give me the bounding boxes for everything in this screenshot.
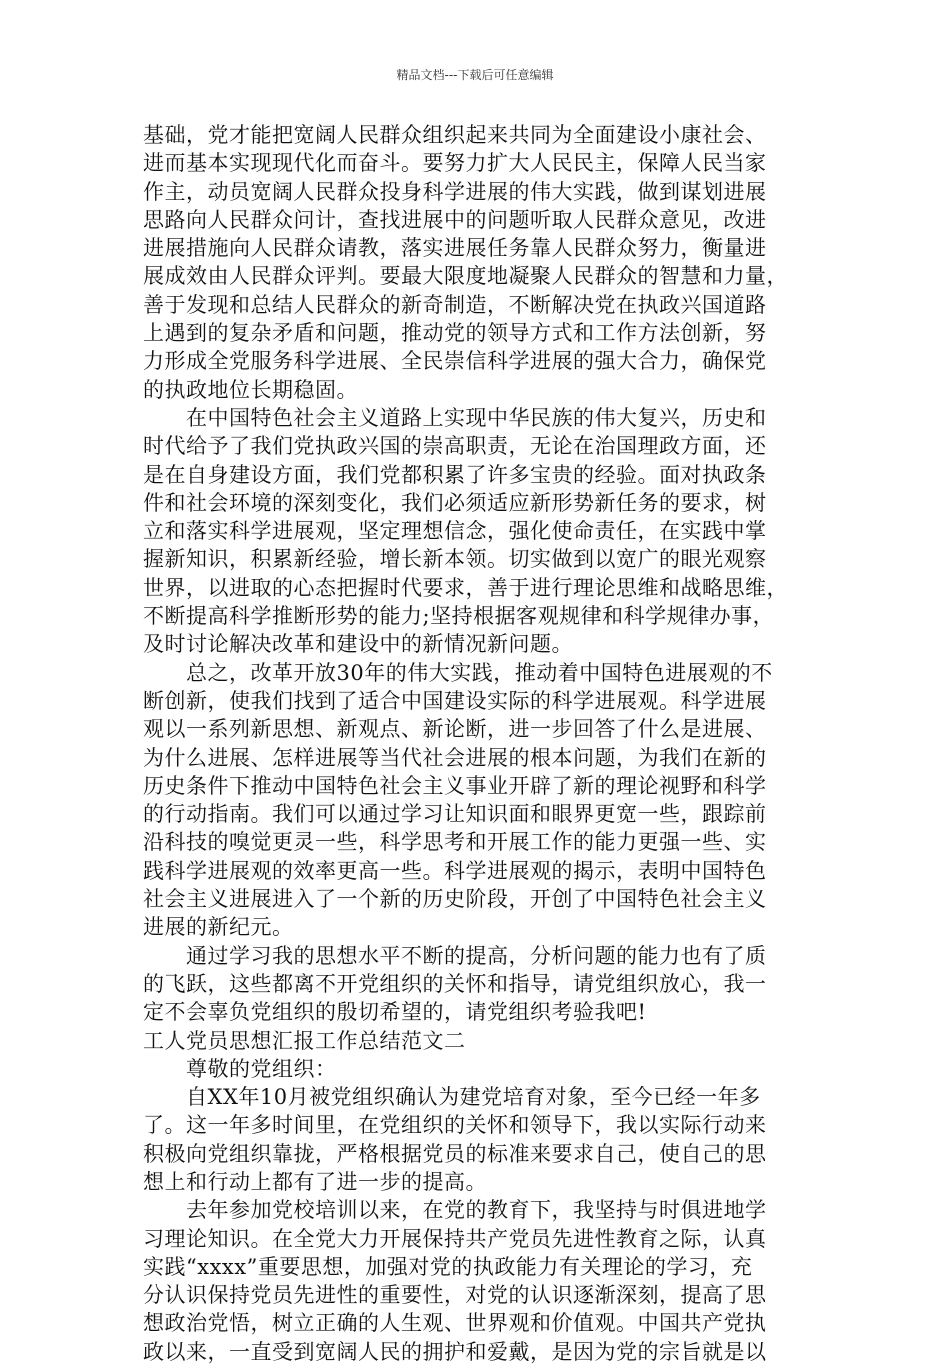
text-line: 社会主义进展进入了一个新的历史阶段，开创了中国特色社会主义 [143,887,767,912]
text-line: 基础，党才能把宽阔人民群众组织起来共同为全面建设小康社会、 [143,123,767,147]
text-line: 想政治党悟，树立正确的人生观、世界观和价值观。中国共产党执 [143,1311,767,1336]
text-line: 定不会辜负党组织的殷切希望的，请党组织考验我吧! [143,1000,647,1025]
text-line: 想上和行动上都有了进一步的提高。 [143,1169,487,1194]
paragraph-start-line: 去年参加党校培训以来，在党的教育下，我坚持与时俱进地学 [186,1198,767,1223]
text-line: 的飞跃，这些都离不开党组织的关怀和指导，请党组织放心，我一 [143,971,767,996]
text-line: 践科学进展观的效率更高一些。科学进展观的揭示，表明中国特色 [143,858,767,883]
text-line: 观以一系列新思想、新观点、新论断，进一步回答了什么是进展、 [143,717,767,742]
text-line: 了。这一年多时间里，在党组织的关怀和领导下，我以实际行动来 [143,1113,767,1138]
paragraph-start-line: 在中国特色社会主义道路上实现中华民族的伟大复兴，历史和 [186,405,767,430]
text-line: 世界，以进取的心态把握时代要求，善于进行理论思维和战略思维， [143,575,788,600]
text-line: 习理论知识。在全党大力开展保持共产党员先进性教育之际，认真 [143,1226,767,1251]
paragraph-start-line: 总之，改革开放30年的伟大实践，推动着中国特色进展观的不 [186,660,773,685]
text-line: 的执政地位长期稳固。 [143,377,358,402]
salutation-line: 尊敬的党组织： [186,1056,337,1081]
text-line: 时代给予了我们党执政兴国的崇高职责，无论在治国理政方面，还 [143,434,767,459]
text-line: 力形成全党服务科学进展、全民崇信科学进展的强大合力，确保党 [143,349,767,374]
text-line: 进而基本实现现代化而奋斗。要努力扩大人民民主，保障人民当家 [143,151,767,176]
text-line: 及时讨论解决改革和建设中的新情况新问题。 [143,632,573,657]
text-line: 善于发现和总结人民群众的新奇制造，不断解决党在执政兴国道路 [143,292,767,317]
paragraph-start-line: 通过学习我的思想水平不断的提高，分析问题的能力也有了质 [186,943,767,968]
text-line: 积极向党组织靠拢，严格根据党员的标准来要求自己，使自己的思 [143,1141,767,1166]
text-line: 进展的新纪元。 [143,915,294,940]
text-line: 分认识保持党员先进性的重要性，对党的认识逐渐深刻，提高了思 [143,1283,767,1308]
document-body [143,121,823,1366]
paragraph-start-line: 自XX年10月被党组织确认为建党培育对象，至今已经一年多 [186,1085,761,1110]
text-line: 立和落实科学进展观，坚定理想信念，强化使命责任，在实践中掌 [143,519,767,544]
text-line: 政以来，一直受到宽阔人民的拥护和爱戴，是因为党的宗旨就是以 [143,1339,767,1364]
text-line: 展成效由人民群众评判。要最大限度地凝聚人民群众的智慧和力量， [143,264,788,289]
text-line: 历史条件下推动中国特色社会主义事业开辟了新的理论视野和科学 [143,773,767,798]
section-heading: 工人党员思想汇报工作总结范文二 [143,1028,466,1053]
text-line: 作主，动员宽阔人民群众投身科学进展的伟大实践，做到谋划进展 [143,179,767,204]
text-line: 为什么进展、怎样进展等当代社会进展的根本问题，为我们在新的 [143,745,767,770]
text-line: 是在自身建设方面，我们党都积累了许多宝贵的经验。面对执政条 [143,462,767,487]
text-line: 握新知识，积累新经验，增长新本领。切实做到以宽广的眼光观察 [143,547,767,572]
text-line: 件和社会环境的深刻变化，我们必须适应新形势新任务的要求，树 [143,490,767,515]
text-line: 上遇到的复杂矛盾和问题，推动党的领导方式和工作方法创新，努 [143,321,767,346]
page-header: 精品文档---下载后可任意编辑 [396,68,554,82]
text-line: 的行动指南。我们可以通过学习让知识面和眼界更宽一些，跟踪前 [143,802,767,827]
text-line: 进展措施向人民群众请教，落实进展任务靠人民群众努力，衡量进 [143,236,767,261]
text-line: 思路向人民群众问计，查找进展中的问题听取人民群众意见，改进 [143,207,767,232]
text-line: 沿科技的嗅觉更灵一些，科学思考和开展工作的能力更强一些、实 [143,830,767,855]
text-line: 断创新，使我们找到了适合中国建设实际的科学进展观。科学进展 [143,688,767,713]
text-line: 不断提高科学推断形势的能力;坚持根据客观规律和科学规律办事， [143,604,775,629]
text-line: 实践“xxxx”重要思想，加强对党的执政能力有关理论的学习，充 [143,1254,753,1279]
